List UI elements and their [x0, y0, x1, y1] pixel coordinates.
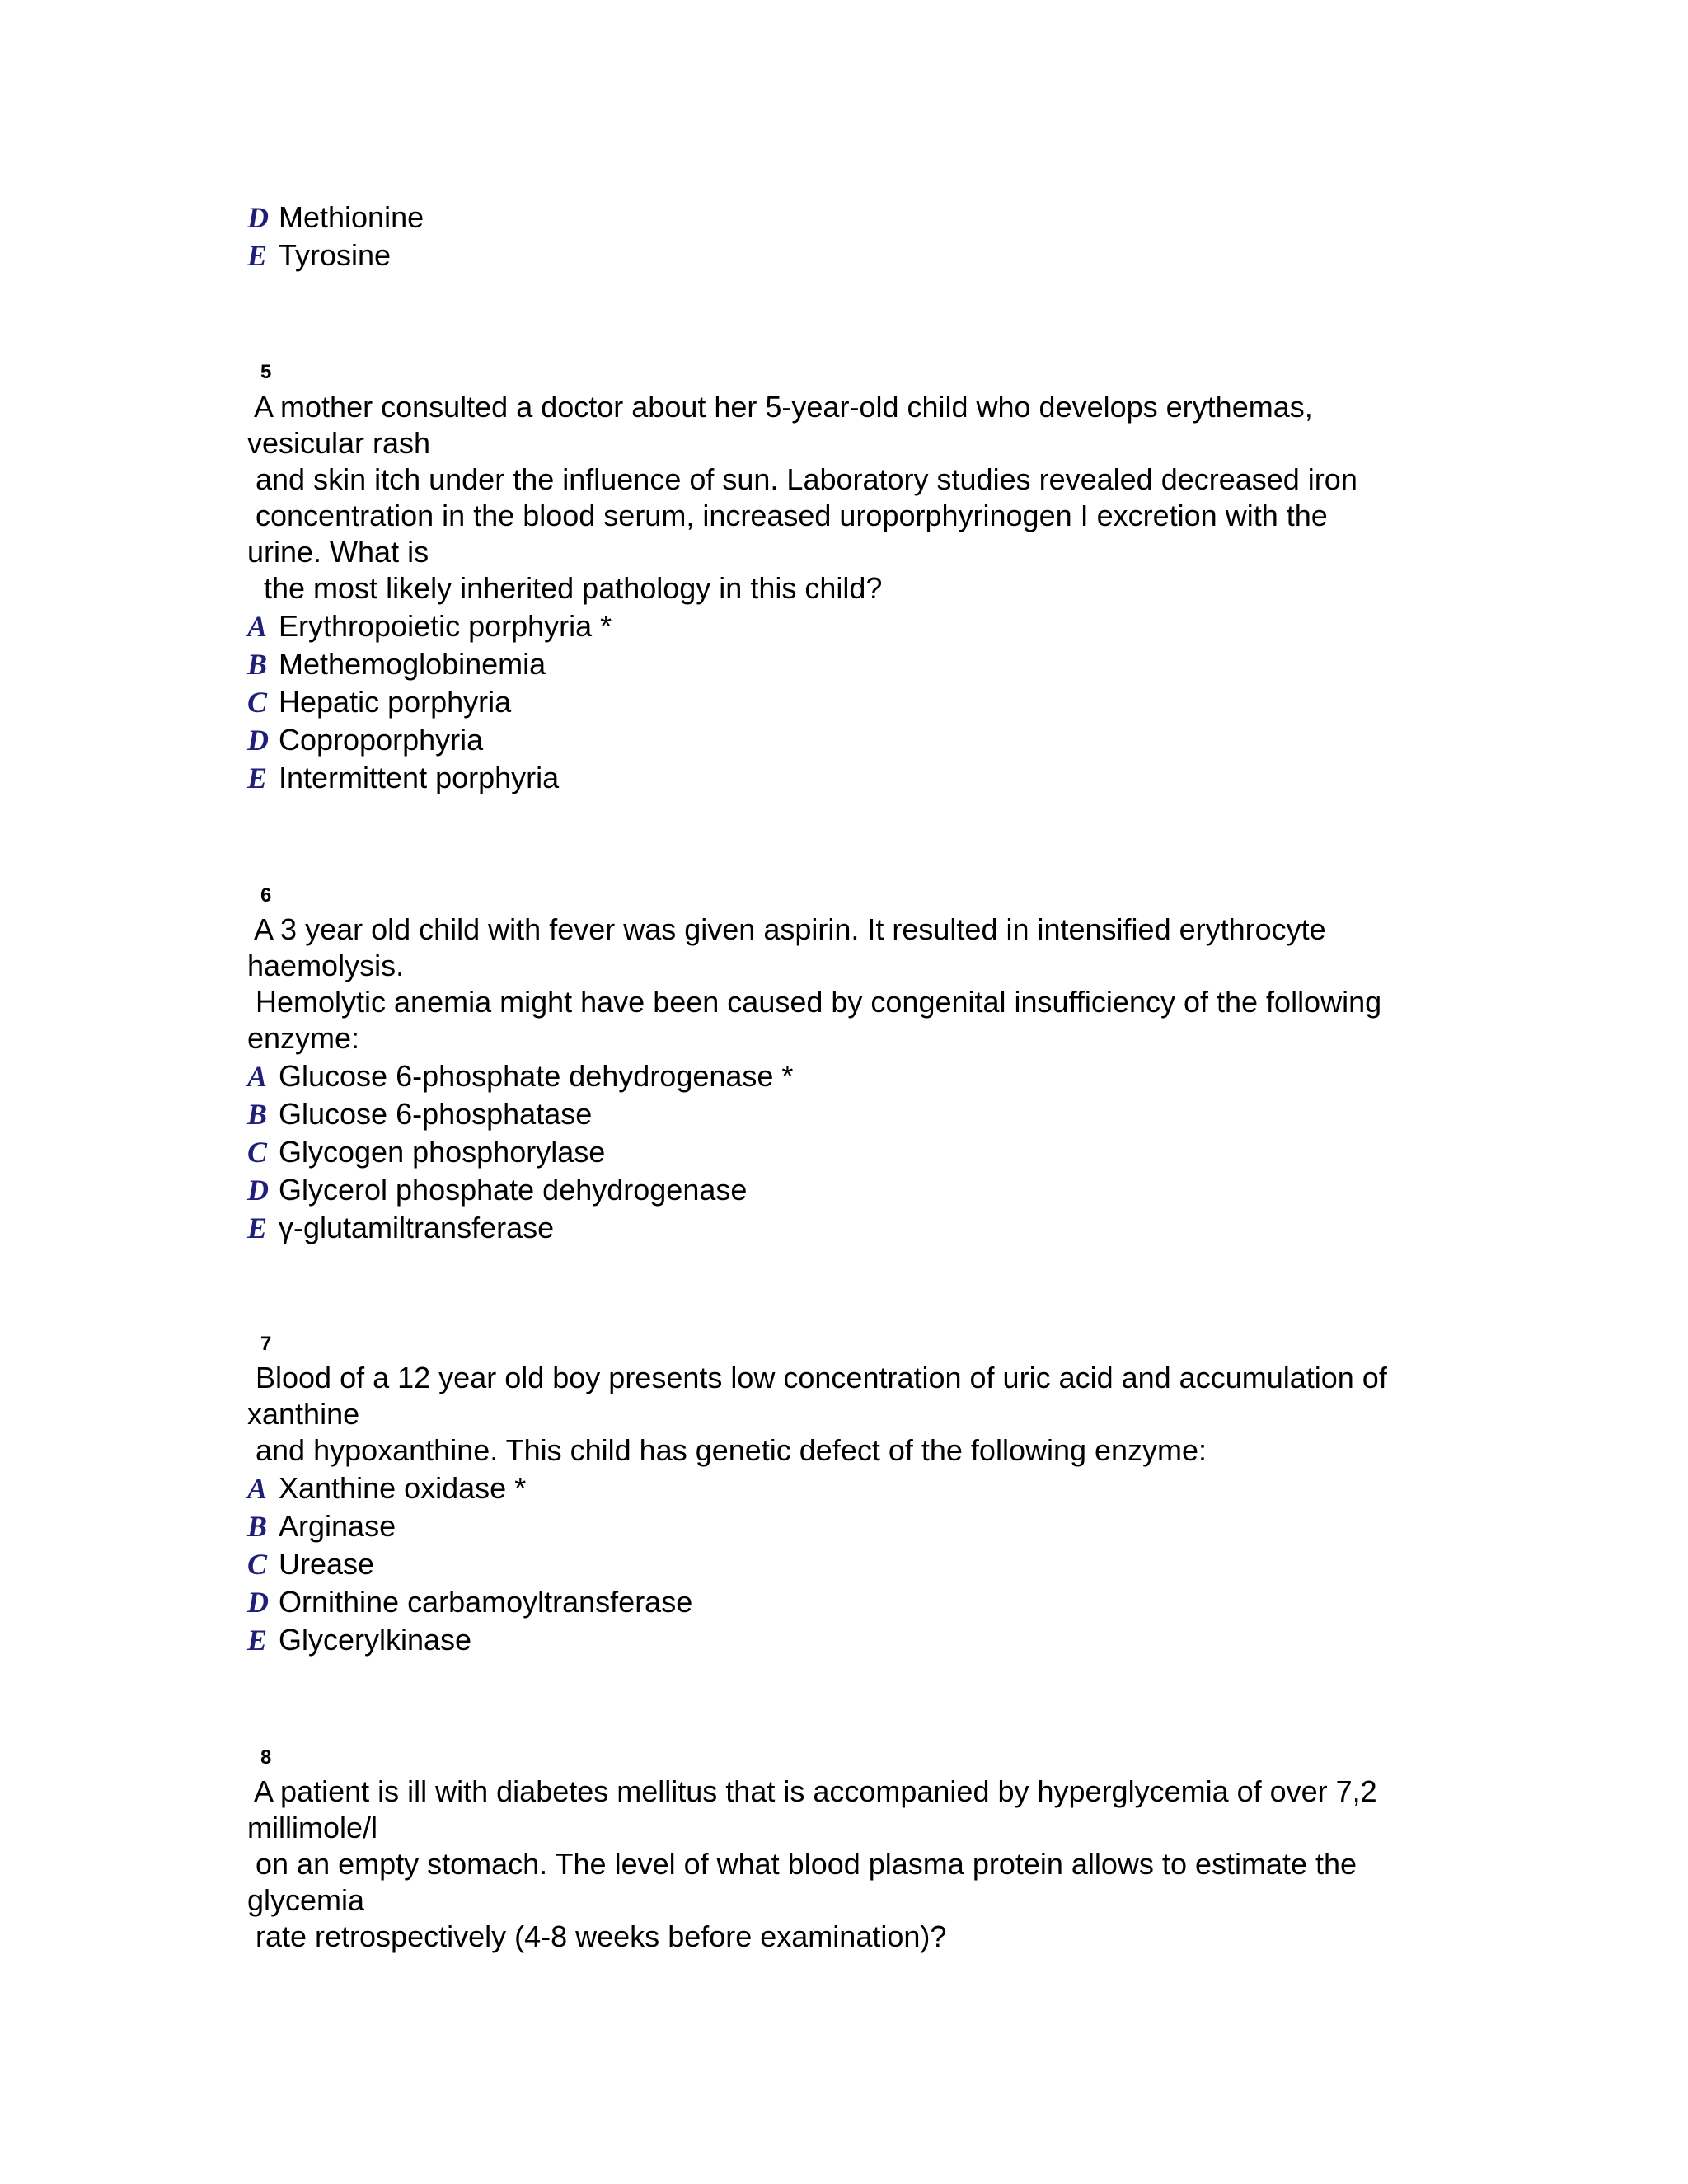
- question-text-line: glycemia: [247, 1883, 365, 1917]
- option-letter: E: [247, 239, 268, 272]
- question-text-line: A 3 year old child with fever was given aspirin. It resulted in intensified erythrocyte: [247, 912, 1326, 946]
- option-e: [247, 1622, 471, 1658]
- option-letter: A: [247, 610, 268, 643]
- question-text-line: haemolysis.: [247, 949, 405, 982]
- option-e: [247, 760, 559, 796]
- option-d: [247, 199, 424, 236]
- option-d: [247, 1172, 747, 1208]
- option-text: Hepatic porphyria: [279, 685, 512, 719]
- option-letter: B: [247, 648, 268, 681]
- question-text-line: vesicular rash: [247, 426, 431, 460]
- option-letter: D: [247, 201, 269, 234]
- option-letter: C: [247, 1136, 268, 1169]
- question-text-line: A patient is ill with diabetes mellitus that is accompanied by hyperglycemia of over 7,2: [247, 1774, 1377, 1808]
- option-letter: E: [247, 762, 268, 794]
- option-e: [247, 237, 391, 274]
- option-text: Tyrosine: [279, 238, 392, 272]
- option-d: [247, 722, 483, 758]
- option-text: Arginase: [279, 1509, 396, 1543]
- option-letter: D: [247, 1174, 269, 1207]
- question-text-line: enzyme:: [247, 1021, 360, 1055]
- option-letter: E: [247, 1624, 268, 1657]
- question-text-line: Hemolytic anemia might have been caused by congenital insufficiency of the following: [247, 985, 1382, 1019]
- option-letter: A: [247, 1060, 268, 1093]
- option-text: Glucose 6-phosphatase: [279, 1097, 593, 1131]
- question-text-line: and hypoxanthine. This child has genetic defect of the following enzyme:: [247, 1433, 1207, 1467]
- option-letter: D: [247, 1586, 269, 1619]
- option-c: [247, 1546, 374, 1582]
- question-number: 8: [260, 1746, 272, 1769]
- question-text-line: Blood of a 12 year old boy presents low concentration of uric acid and accumulation of: [247, 1361, 1387, 1394]
- question-text-line: and skin itch under the influence of sun. Laboratory studies revealed decreased iron: [247, 462, 1357, 496]
- option-text: Ornithine carbamoyltransferase: [279, 1585, 693, 1619]
- option-letter: B: [247, 1098, 268, 1131]
- option-e: [247, 1210, 554, 1246]
- question-text-line: millimole/l: [247, 1811, 378, 1844]
- question-number: 7: [260, 1333, 272, 1355]
- option-text: Erythropoietic porphyria *: [279, 609, 612, 643]
- option-text: γ-glutamiltransferase: [279, 1211, 555, 1244]
- question-text-line: rate retrospectively (4-8 weeks before examination)?: [247, 1919, 947, 1953]
- question-text-line: urine. What is: [247, 535, 429, 569]
- question-text-line: concentration in the blood serum, increased uroporphyrinogen I excretion with the: [247, 499, 1328, 532]
- option-text: Glycerylkinase: [279, 1623, 472, 1657]
- question-number: 5: [260, 361, 272, 383]
- option-letter: D: [247, 724, 269, 757]
- option-d: [247, 1584, 692, 1620]
- option-b: [247, 1096, 592, 1132]
- question-text-line: on an empty stomach. The level of what blood plasma protein allows to estimate the: [247, 1847, 1357, 1881]
- option-text: Glucose 6-phosphate dehydrogenase *: [279, 1059, 794, 1093]
- question-text-line: the most likely inherited pathology in this child?: [247, 571, 883, 605]
- option-a: [247, 1058, 793, 1094]
- option-b: [247, 1508, 396, 1544]
- option-letter: E: [247, 1212, 268, 1244]
- option-c: [247, 1134, 605, 1170]
- option-a: [247, 608, 612, 644]
- option-letter: B: [247, 1510, 268, 1543]
- option-text: Glycerol phosphate dehydrogenase: [279, 1173, 748, 1207]
- option-text: Methionine: [279, 200, 424, 234]
- option-letter: C: [247, 1548, 268, 1581]
- option-text: Urease: [279, 1547, 375, 1581]
- option-text: Xanthine oxidase *: [279, 1471, 527, 1505]
- option-c: [247, 684, 511, 720]
- option-text: Intermittent porphyria: [279, 761, 560, 794]
- option-text: Coproporphyria: [279, 723, 484, 757]
- option-a: [247, 1470, 526, 1507]
- option-letter: C: [247, 686, 268, 719]
- question-number: 6: [260, 884, 272, 907]
- option-text: Methemoglobinemia: [279, 647, 546, 681]
- option-text: Glycogen phosphorylase: [279, 1135, 606, 1169]
- option-letter: A: [247, 1472, 268, 1505]
- question-text-line: A mother consulted a doctor about her 5-year-old child who develops erythemas,: [247, 390, 1313, 424]
- option-b: [247, 646, 546, 682]
- question-text-line: xanthine: [247, 1397, 360, 1431]
